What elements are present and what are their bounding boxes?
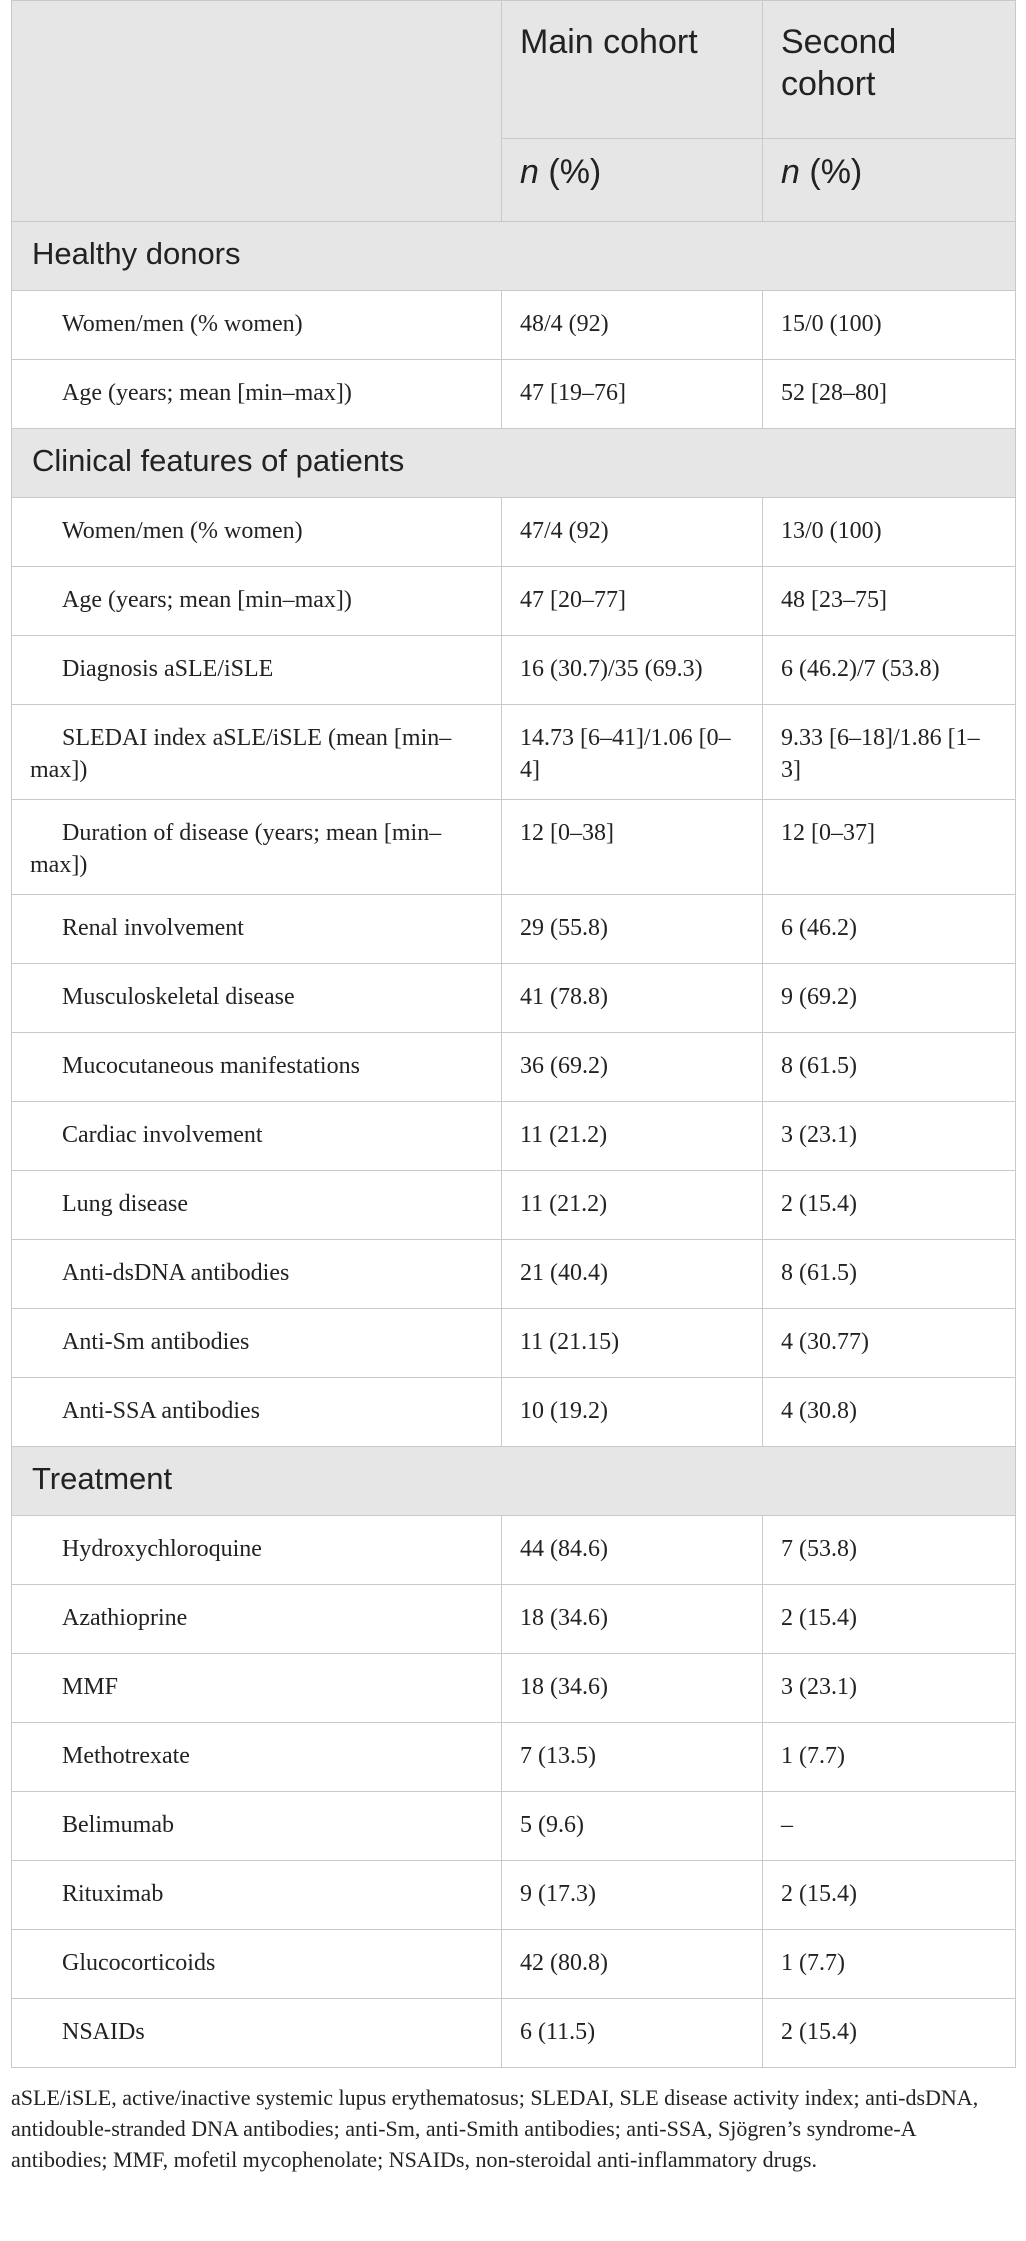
second-cohort-value: 4 (30.8) [763,1378,1016,1447]
main-cohort-value: 11 (21.2) [502,1102,763,1171]
table-body [12,222,1016,2068]
table-row [12,498,1016,567]
main-cohort-value: 47 [19–76] [502,360,763,429]
main-cohort-value: 11 (21.15) [502,1309,763,1378]
second-cohort-value: 48 [23–75] [763,567,1016,636]
row-label: Anti-dsDNA antibodies [12,1240,502,1309]
row-label: Azathioprine [12,1585,502,1654]
table-row [12,636,1016,705]
header-row-titles [12,1,1016,139]
row-label: Methotrexate [12,1723,502,1792]
row-label: Lung disease [12,1171,502,1240]
unit-rest: (%) [538,153,602,191]
second-cohort-value: 8 (61.5) [763,1240,1016,1309]
main-cohort-value: 7 (13.5) [502,1723,763,1792]
table-row [12,895,1016,964]
main-cohort-value: 18 (34.6) [502,1585,763,1654]
section-title: Clinical features of patients [12,429,1016,498]
table-row [12,1930,1016,1999]
table-row [12,1378,1016,1447]
table-row [12,800,1016,895]
main-cohort-value: 12 [0–38] [502,800,763,895]
row-label: Cardiac involvement [12,1102,502,1171]
header-empty-cell [12,1,502,222]
row-label: SLEDAI index aSLE/iSLE (mean [min–max]) [12,705,502,800]
row-label: Age (years; mean [min–max]) [12,567,502,636]
row-label: Women/men (% women) [12,498,502,567]
main-cohort-value: 47 [20–77] [502,567,763,636]
main-cohort-value: 16 (30.7)/35 (69.3) [502,636,763,705]
second-cohort-value: 2 (15.4) [763,1585,1016,1654]
second-cohort-value: 15/0 (100) [763,291,1016,360]
table-row [12,1102,1016,1171]
second-cohort-value: 9 (69.2) [763,964,1016,1033]
second-cohort-value: 3 (23.1) [763,1654,1016,1723]
second-cohort-value: 4 (30.77) [763,1309,1016,1378]
second-cohort-value: 8 (61.5) [763,1033,1016,1102]
table-row [12,964,1016,1033]
second-cohort-value: 6 (46.2) [763,895,1016,964]
table-row [12,1723,1016,1792]
row-label: Duration of disease (years; mean [min–max]) [12,800,502,895]
row-label: Mucocutaneous manifestations [12,1033,502,1102]
second-cohort-value: 6 (46.2)/7 (53.8) [763,636,1016,705]
table-row [12,360,1016,429]
main-cohort-value: 6 (11.5) [502,1999,763,2068]
header-main-unit [502,139,763,222]
main-cohort-value: 48/4 (92) [502,291,763,360]
section-row [12,429,1016,498]
second-cohort-value: 13/0 (100) [763,498,1016,567]
section-row [12,222,1016,291]
table-row [12,291,1016,360]
row-label: Anti-Sm antibodies [12,1309,502,1378]
second-cohort-value: 3 (23.1) [763,1102,1016,1171]
table-row [12,1792,1016,1861]
header-second-cohort: Second cohort [763,1,1016,139]
row-label: Rituximab [12,1861,502,1930]
second-cohort-value: 2 (15.4) [763,1171,1016,1240]
row-label: MMF [12,1654,502,1723]
table-row [12,1033,1016,1102]
table-container [11,0,1015,2175]
row-label: Musculoskeletal disease [12,964,502,1033]
main-cohort-value: 5 (9.6) [502,1792,763,1861]
row-label: Glucocorticoids [12,1930,502,1999]
main-cohort-value: 29 (55.8) [502,895,763,964]
second-cohort-value: 2 (15.4) [763,1999,1016,2068]
main-cohort-value: 36 (69.2) [502,1033,763,1102]
main-cohort-value: 10 (19.2) [502,1378,763,1447]
table-row [12,705,1016,800]
cohort-table [11,0,1016,2068]
second-cohort-value: 9.33 [6–18]/1.86 [1–3] [763,705,1016,800]
row-label: Age (years; mean [min–max]) [12,360,502,429]
table-row [12,1861,1016,1930]
main-cohort-value: 11 (21.2) [502,1171,763,1240]
header-main-cohort: Main cohort [502,1,763,139]
table-row [12,567,1016,636]
table-row [12,1309,1016,1378]
section-title: Treatment [12,1447,1016,1516]
second-cohort-value: 1 (7.7) [763,1723,1016,1792]
main-cohort-value: 14.73 [6–41]/1.06 [0–4] [502,705,763,800]
main-cohort-value: 9 (17.3) [502,1861,763,1930]
row-label: Hydroxychloroquine [12,1516,502,1585]
section-row [12,1447,1016,1516]
second-cohort-value: 2 (15.4) [763,1861,1016,1930]
row-label: Diagnosis aSLE/iSLE [12,636,502,705]
header-second-unit [763,139,1016,222]
table-header [12,1,1016,222]
table-row [12,1585,1016,1654]
row-label: Renal involvement [12,895,502,964]
unit-italic: n [520,153,539,191]
main-cohort-value: 44 (84.6) [502,1516,763,1585]
section-title: Healthy donors [12,222,1016,291]
second-cohort-value: – [763,1792,1016,1861]
second-cohort-value: 1 (7.7) [763,1930,1016,1999]
table-footnote: aSLE/iSLE, active/inactive systemic lupus erythematosus; SLEDAI, SLE disease activity index; anti-dsDNA, antidouble-stranded DNA antibodies; anti-Sm, anti-Smith antibodies; anti-SSA, Sjögren’s syndrome-A antibodies; MMF, mofetil mycophenolate; NSAIDs, non-steroidal anti-inflammatory drugs. [11,2085,979,2172]
unit-rest: (%) [799,153,863,191]
second-cohort-value: 52 [28–80] [763,360,1016,429]
second-cohort-value: 12 [0–37] [763,800,1016,895]
main-cohort-value: 18 (34.6) [502,1654,763,1723]
main-cohort-value: 41 (78.8) [502,964,763,1033]
table-row [12,1654,1016,1723]
second-cohort-value: 7 (53.8) [763,1516,1016,1585]
main-cohort-value: 47/4 (92) [502,498,763,567]
table-row [12,1999,1016,2068]
table-row [12,1240,1016,1309]
row-label: Anti-SSA antibodies [12,1378,502,1447]
row-label: Women/men (% women) [12,291,502,360]
table-row [12,1171,1016,1240]
row-label: Belimumab [12,1792,502,1861]
table-row [12,1516,1016,1585]
unit-italic: n [781,153,800,191]
main-cohort-value: 42 (80.8) [502,1930,763,1999]
row-label: NSAIDs [12,1999,502,2068]
main-cohort-value: 21 (40.4) [502,1240,763,1309]
